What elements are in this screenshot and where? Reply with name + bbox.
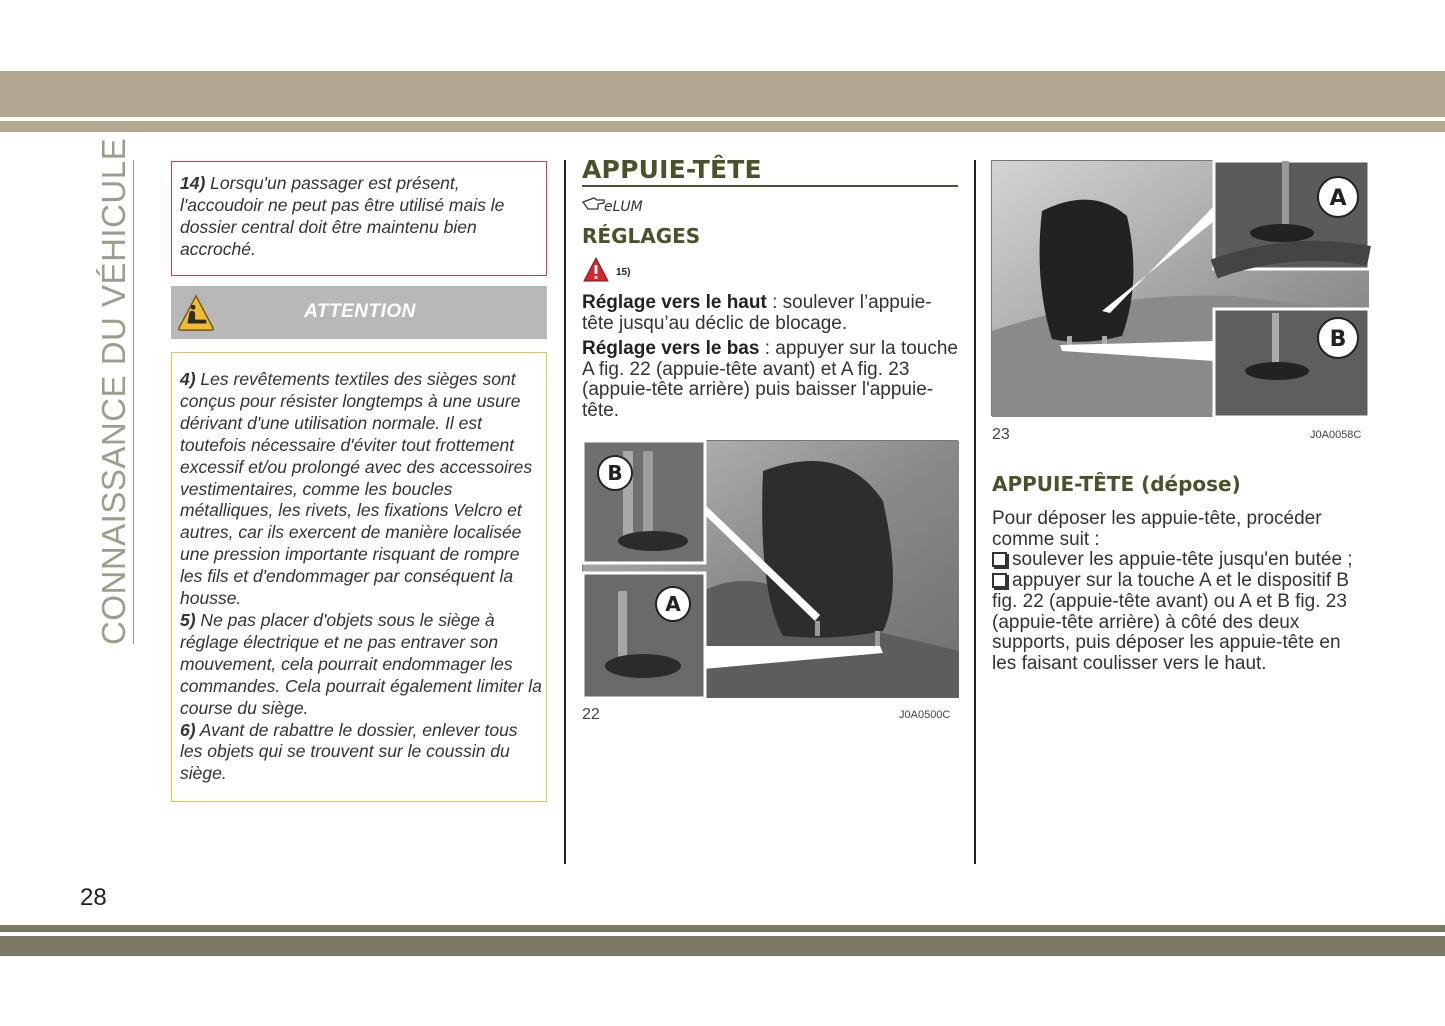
removal-instructions — [992, 509, 1370, 675]
checkbox-bullet-icon — [992, 573, 1007, 588]
header-band — [0, 71, 1445, 117]
section-side-title: CONNAISSANCE DU VÉHICULE — [95, 137, 132, 645]
section-title: APPUIE-TÊTE — [582, 155, 762, 184]
figure-callout-a: A — [665, 592, 681, 616]
figure-number: 23 — [992, 426, 1010, 443]
paragraph-text: Pour déposer les appuie-tête, procéder comme suit : — [992, 508, 1322, 550]
figure-callout-a: A — [1329, 186, 1347, 211]
figure-number: 22 — [582, 706, 600, 723]
page-number: 28 — [80, 884, 107, 911]
figure-code: J0A0058C — [1310, 429, 1362, 441]
manual-hand-icon — [582, 194, 643, 215]
danger-warning-icon — [583, 257, 609, 283]
paragraph-raise — [582, 293, 958, 334]
note-text: Avant de rabattre le dossier, enlever tous les objets qui se trouvent sur le coussin du siège. — [180, 719, 518, 784]
note-text: Lorsqu'un passager est présent, l'accoudoir ne peut pas être utilisé mais le dossier central doit être maintenu bien accroché. — [180, 173, 505, 259]
note-box-14 — [171, 161, 547, 276]
side-title-rule — [133, 160, 134, 644]
footer-band — [0, 936, 1445, 956]
checkbox-bullet-icon — [992, 552, 1007, 567]
list-item — [992, 550, 1370, 571]
paragraph-lead: Réglage vers le haut — [582, 292, 767, 313]
headrest-rear-illustration — [992, 161, 1369, 417]
paragraph-text: : soulever l’appuie-tête jusqu’au déclic de blocage. — [582, 292, 932, 334]
footer-rule — [0, 925, 1445, 932]
column-divider — [564, 160, 566, 864]
figure-23-image — [991, 160, 1368, 416]
note-number: 5) — [180, 609, 196, 630]
figure-code: J0A0500C — [899, 709, 951, 721]
figure-callout-b: B — [607, 461, 623, 485]
note-number: 4) — [180, 369, 196, 389]
svg-text:eLUM: eLUM — [604, 199, 643, 215]
subsection-title: APPUIE-TÊTE (dépose) — [992, 472, 1241, 496]
note-number: 14) — [180, 173, 206, 193]
attention-banner — [171, 286, 547, 339]
list-item — [992, 571, 1370, 675]
paragraph-lead: Réglage vers le bas — [582, 338, 760, 359]
figure-22-image — [582, 440, 958, 697]
headrest-front-illustration — [583, 441, 959, 698]
note-text: Les revêtements textiles des sièges sont conçus pour résister longtemps à une usure dérivant d'une utilisation normale. Il est toutefois nécessaire d'éviter tout frottement excessif et/ou prolongé avec des accessoires vestimentaires, comme les boucles métalliques, les rivets, les fixations Velcro et autres, car ils exercent de manière localisée une pression importante risquant de rompre les fils et d'endommager par conséquent la housse. — [180, 369, 533, 609]
list-item-text: soulever les appuie-tête jusqu'en butée ; — [1012, 549, 1353, 571]
section-title-rule — [582, 185, 958, 187]
note-text: Ne pas placer d'objets sous le siège à réglage électrique et ne pas entraver son mouvement, cela pourrait endommager les commandes. Cela pourrait également limiter la course du siège. — [180, 609, 542, 718]
attention-label: ATTENTION — [304, 301, 416, 322]
note-number: 6) — [180, 719, 196, 740]
warning-reference: 15) — [616, 267, 631, 278]
list-item-text: appuyer sur la touche A et le dispositif B fig. 22 (appuie-tête avant) ou A et B fig. 23 (appuie-tête arrière) à côté des deux supports, puis déposer les appuie-tête en les faisant coulisser vers le haut. — [992, 570, 1349, 674]
paragraph-text: : appuyer sur la touche A fig. 22 (appuie-tête avant) et A fig. 23 (appuie-tête arrière) puis baisser l'appuie-tête. — [582, 338, 959, 422]
column-divider — [974, 160, 976, 864]
subsection-title: RÉGLAGES — [582, 224, 701, 248]
header-rule — [0, 121, 1445, 132]
note-box-attention — [171, 352, 547, 802]
paragraph-lower — [582, 339, 958, 422]
figure-callout-b: B — [1329, 327, 1347, 352]
